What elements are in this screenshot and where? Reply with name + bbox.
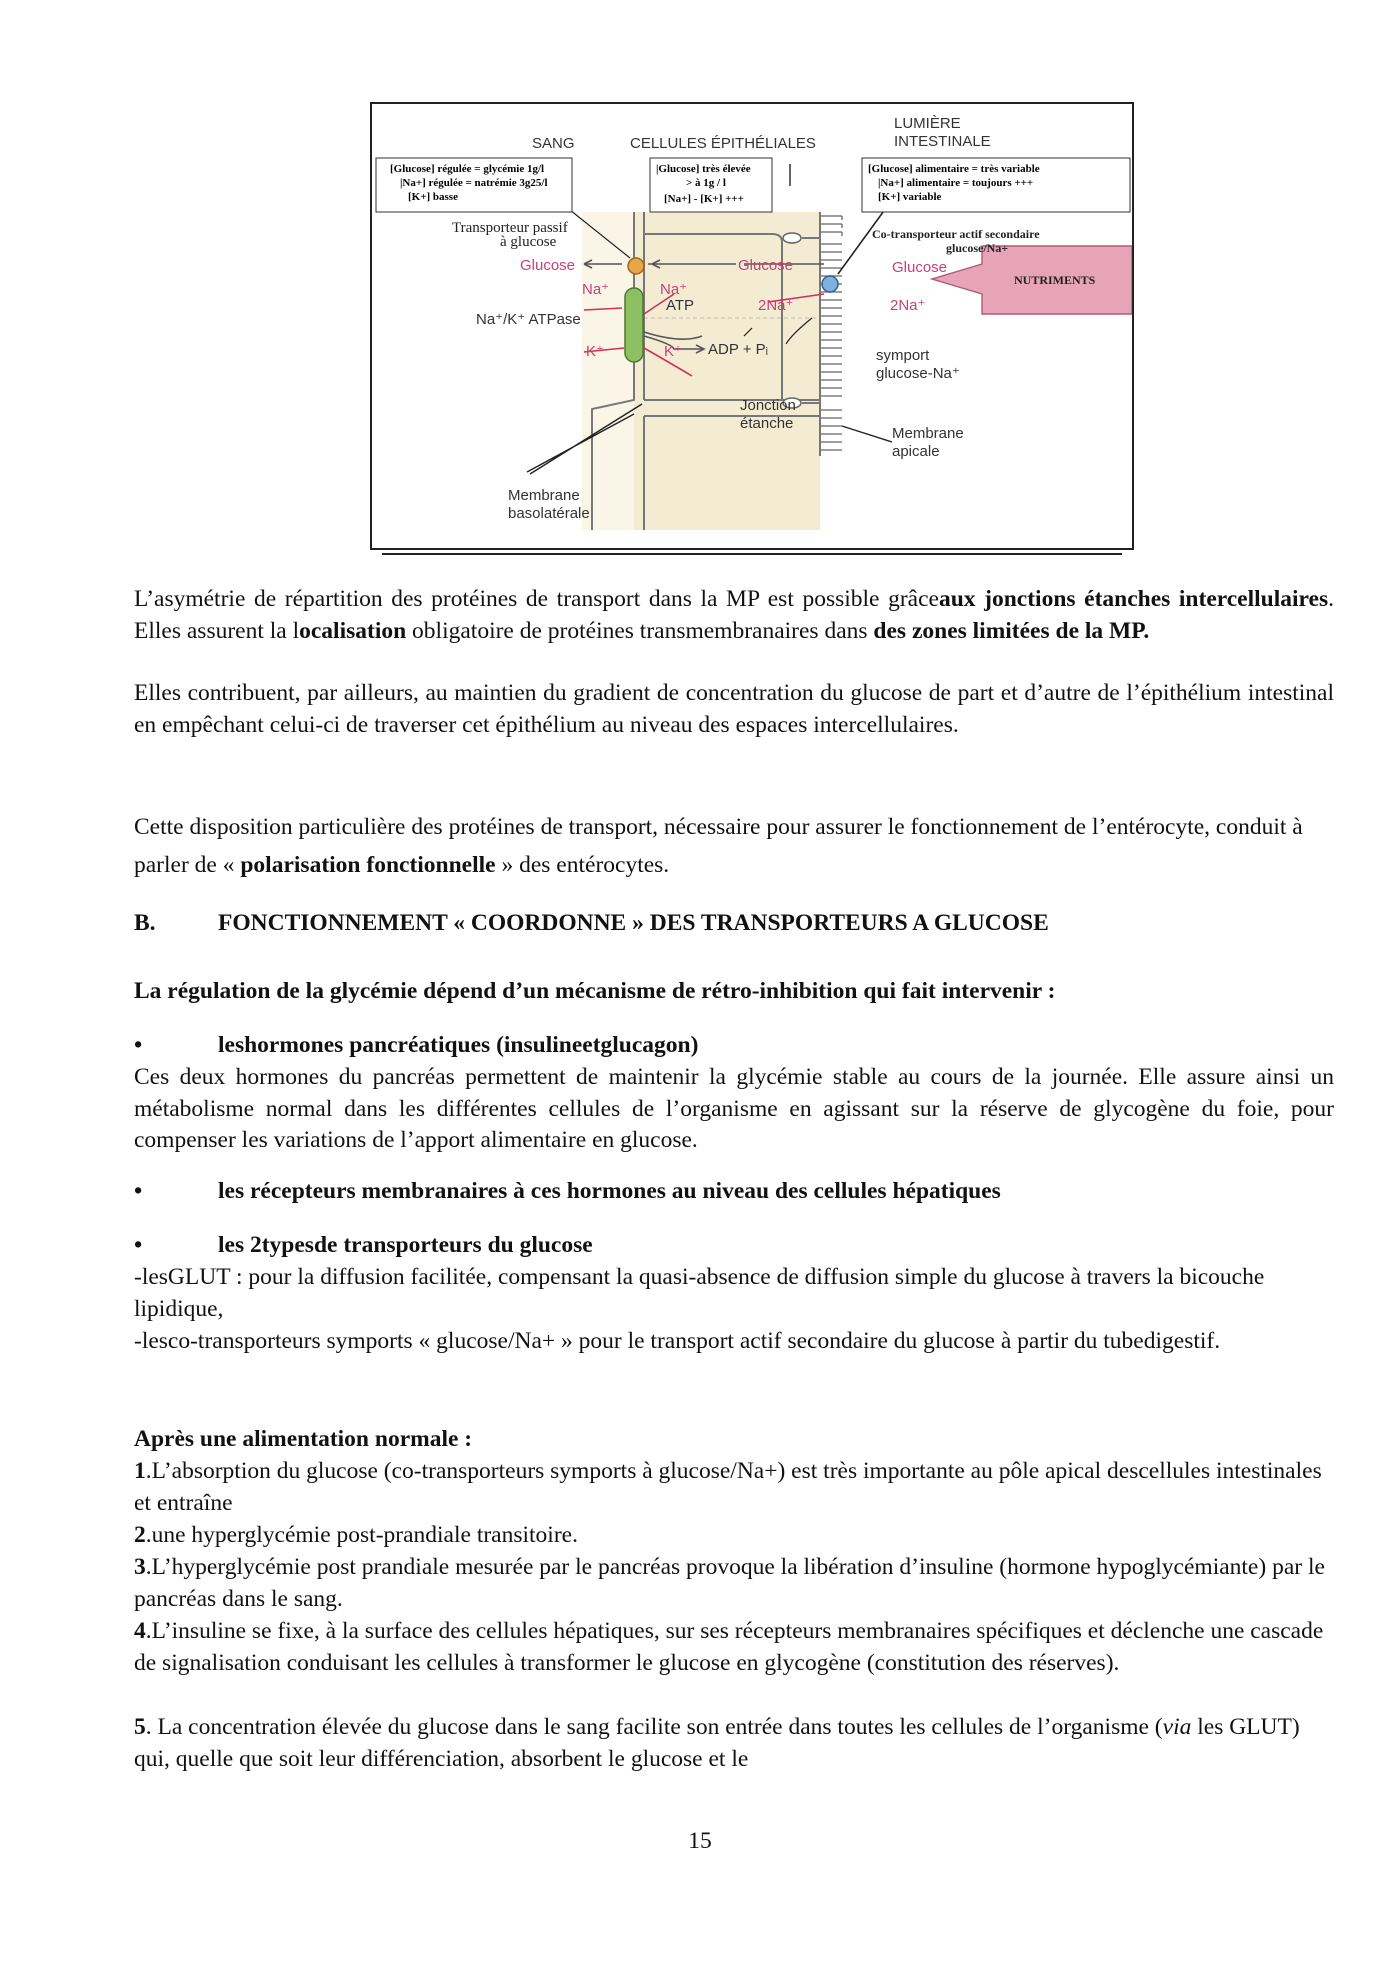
- label-symport-1: symport: [876, 347, 930, 364]
- intro-bold: La régulation de la glycémie dépend d’un mécanisme de rétro-inhibition qui fait intervenir :: [134, 978, 1056, 1004]
- paragraph-gradient: Elles contribuent, par ailleurs, au maintien du gradient de concentration du glucose de part et d’autre de l’épithélium intestinal en empêchant celui-ci de traverser cet épithélium au niveau des espaces intercellulaires.: [134, 680, 1334, 738]
- para1-text-3: obligatoire de protéines transmembranaires dans: [406, 617, 874, 644]
- box-sang-line-1: [Glucose] régulée = glycémie 1g/l: [390, 163, 545, 175]
- tight-junction-top: [783, 233, 801, 243]
- step-5-text-b: les GLUT) qui, quelle que soit leur différenciation, absorbent le glucose et le: [134, 1714, 1300, 1772]
- glucose-na-symport: [822, 276, 838, 292]
- step-1: [134, 1456, 1334, 1519]
- para1-bold-3: des zones limitées de la MP.: [873, 617, 1150, 644]
- step-5-italic: via: [1162, 1714, 1192, 1740]
- box-sang-line-3: [K+] basse: [408, 191, 458, 203]
- na-k-atpase-pump: [625, 288, 643, 362]
- passive-glucose-transporter: [628, 258, 644, 274]
- step-5-number: 5: [134, 1714, 146, 1740]
- step-5-text-a: . La concentration élevée du glucose dans le sang facilite son entrée dans toutes les cellules de l’organisme (: [145, 1714, 1163, 1740]
- para1-text-2: . Elles assurent la l: [134, 586, 1335, 644]
- step-2: [134, 1520, 1334, 1552]
- paragraph-polarisation: [134, 808, 1334, 884]
- apres-title: [134, 1424, 1334, 1456]
- bullet-3-title: les 2typesde transporteurs du glucose: [218, 1232, 593, 1258]
- step-4: [134, 1616, 1334, 1679]
- label-membrane-apicale-1: Membrane: [892, 425, 964, 442]
- bullet-dot-1: •: [134, 1032, 143, 1058]
- box-cell-line-3: [Na+] - [K+] +++: [664, 193, 744, 205]
- label-lumiere-1: LUMIÈRE: [894, 115, 961, 132]
- label-sang: SANG: [532, 135, 575, 152]
- label-atpase: Na⁺/K⁺ ATPase: [476, 311, 581, 328]
- label-na-blood: Na⁺: [582, 281, 610, 298]
- step-2-text: .une hyperglycémie post-prandiale transitoire.: [145, 1522, 578, 1548]
- step-3-number: 3: [134, 1554, 146, 1580]
- label-lumiere-2: INTESTINALE: [894, 133, 991, 150]
- bullet-recepteurs: [134, 1176, 1001, 1208]
- label-membrane-baso-1: Membrane: [508, 487, 580, 504]
- figure-rule: [382, 553, 1122, 555]
- transport-diagram: [372, 104, 1132, 548]
- label-glucose-lumen: Glucose: [892, 259, 948, 276]
- step-5: [134, 1712, 1334, 1775]
- para1-text-1: L’asymétrie de répartition des protéines de transport dans la MP est possible grâce: [134, 586, 939, 612]
- label-na-cell: Na⁺: [660, 281, 688, 298]
- section-letter: B.: [134, 910, 156, 936]
- label-adp: ADP + Pᵢ: [708, 341, 769, 358]
- label-2na-lumen: 2Na⁺: [890, 297, 926, 314]
- intercellular-space: [582, 212, 634, 530]
- bullet-glut-text: -lesGLUT : pour la diffusion facilitée, compensant la quasi-absence de diffusion simple du glucose à travers la bicouche lipidique,: [134, 1264, 1265, 1322]
- step-4-text: .L’insuline se fixe, à la surface des cellules hépatiques, sur ses récepteurs membranaires spécifiques et déclenche une cascade de signalisation conduisant les cellules à transformer le glucose en glycogène (constitution des réserves).: [134, 1618, 1324, 1676]
- bullet-transporteurs: [134, 1230, 593, 1262]
- label-membrane-baso-2: basolatérale: [508, 505, 590, 522]
- label-atp: ATP: [666, 297, 695, 314]
- para1-bold-2: ocalisation: [299, 617, 407, 644]
- label-jonction-2: étanche: [740, 415, 794, 432]
- step-1-text: .L’absorption du glucose (co-transporteurs symports à glucose/Na+) est très importante au pôle apical descellules intestinales et entraîne: [134, 1458, 1322, 1516]
- box-lum-line-3: [K+] variable: [878, 191, 942, 203]
- apres-title-bold: Après une alimentation normale :: [134, 1426, 473, 1452]
- para3-text-1: Cette disposition particulière des protéines de transport, nécessaire pour assurer le fonctionnement de l’entérocyte, conduit à parler de «: [134, 814, 1303, 878]
- bullet-2-title: les récepteurs membranaires à ces hormones au niveau des cellules hépatiques: [218, 1178, 1001, 1204]
- page-number: 15: [688, 1828, 712, 1854]
- label-k-blood: K⁺: [586, 343, 604, 360]
- label-jonction-1: Jonction: [740, 397, 796, 414]
- paragraph-asymetrie: [134, 584, 1334, 647]
- section-title: FONCTIONNEMENT « COORDONNE » DES TRANSPORTEURS A GLUCOSE: [218, 910, 1049, 936]
- label-nutriments: NUTRIMENTS: [1014, 273, 1096, 287]
- step-2-number: 2: [134, 1522, 146, 1548]
- label-glucose-blood: Glucose: [520, 257, 576, 274]
- microvilli: [820, 216, 842, 450]
- box-cell-line-1: |Glucose] très élevée: [656, 163, 751, 175]
- step-4-number: 4: [134, 1618, 146, 1644]
- bullet-hormones-text: Ces deux hormones du pancréas permettent de maintenir la glycémie stable au cours de la journée. Elle assure ainsi un métabolisme normal dans les différentes cellules de l’organisme en agissant sur la réserve de glycogène du foie, pour compenser les variations de l’apport alimentaire en glucose.: [134, 1064, 1334, 1153]
- bullet-hormones: [134, 1030, 698, 1062]
- bullet-dot-3: •: [134, 1232, 143, 1258]
- label-symport-2: glucose-Na⁺: [876, 365, 960, 382]
- step-3-text: .L’hyperglycémie post prandiale mesurée par le pancréas provoque la libération d’insuline (hormone hypoglycémiante) par le pancréas dans le sang.: [134, 1554, 1325, 1612]
- para3-text-2: » des entérocytes.: [495, 852, 670, 878]
- para1-bold-1: aux jonctions étanches intercellulaires: [938, 586, 1329, 612]
- box-lum-line-2: |Na+] alimentaire = toujours +++: [878, 177, 1034, 189]
- bullet-symport-text: -lesco-transporteurs symports « glucose/Na+ » pour le transport actif secondaire du glucose à partir du tubedigestif.: [134, 1328, 1221, 1354]
- box-sang-line-2: |Na+] régulée = natrémie 3g25/l: [400, 177, 548, 189]
- label-glucose-cell: Glucose: [738, 257, 794, 274]
- enterocyte-transport-figure: [370, 102, 1134, 550]
- intro-sentence: [134, 976, 1334, 1008]
- box-cell-line-2: > à 1g / l: [686, 177, 726, 189]
- step-3: [134, 1552, 1334, 1615]
- section-heading: [134, 910, 1049, 937]
- step-1-number: 1: [134, 1458, 146, 1484]
- label-cellules: CELLULES ÉPITHÉLIALES: [630, 135, 816, 152]
- label-k-cell: K⁺: [664, 343, 682, 360]
- box-lum-line-1: [Glucose] alimentaire = très variable: [868, 163, 1040, 175]
- bullet-1-title: leshormones pancréatiques (insulineetglucagon): [218, 1032, 699, 1058]
- para3-bold: polarisation fonctionnelle: [240, 852, 496, 878]
- label-cotransporteur-2: glucose/Na+: [946, 241, 1009, 255]
- label-2na-cell: 2Na⁺: [758, 297, 794, 314]
- label-transporteur-passif-1: Transporteur passif: [452, 220, 568, 236]
- label-membrane-apicale-2: apicale: [892, 443, 940, 460]
- label-transporteur-passif-2: à glucose: [500, 234, 557, 250]
- label-cotransporteur-1: Co-transporteur actif secondaire: [872, 227, 1040, 241]
- bullet-dot-2: •: [134, 1178, 143, 1204]
